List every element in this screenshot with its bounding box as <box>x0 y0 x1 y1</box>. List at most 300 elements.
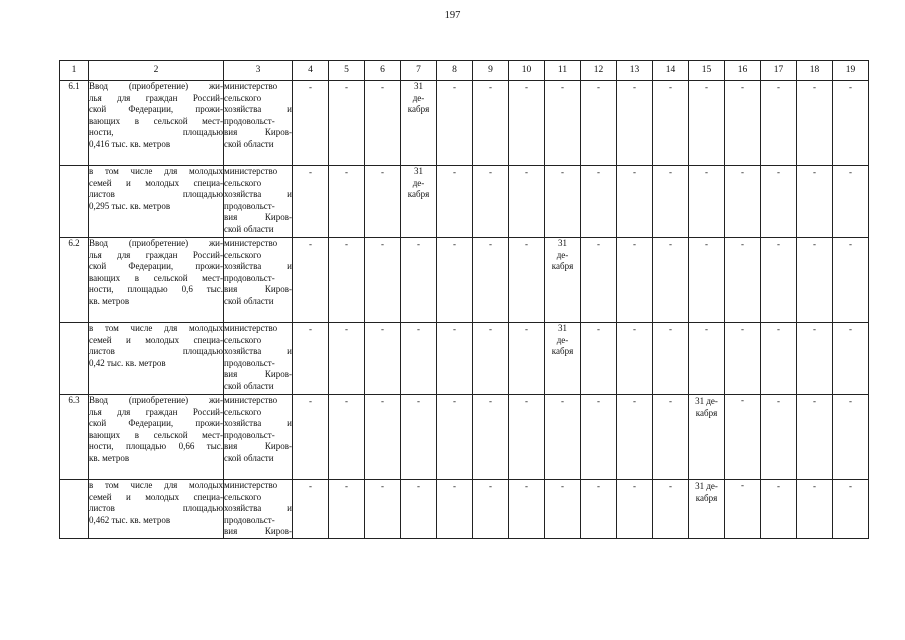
description-line: в том числе для молодых <box>89 166 223 176</box>
responsible-line: сельского <box>224 334 262 345</box>
dash-value: - <box>525 82 528 92</box>
dash-value: - <box>453 239 456 249</box>
empty-value-cell <box>437 166 473 238</box>
description-line: кв. метров <box>89 452 130 463</box>
dash-value: - <box>813 239 816 249</box>
responsible-line: ской области <box>224 138 274 149</box>
empty-value-cell <box>617 395 653 480</box>
dash-value: - <box>777 324 780 334</box>
dash-value: - <box>633 239 636 249</box>
dash-value: - <box>381 167 384 177</box>
dash-value: - <box>669 167 672 177</box>
dash-value: - <box>345 167 348 177</box>
dash-value: - <box>633 324 636 334</box>
empty-value-cell <box>689 166 725 238</box>
dash-value: - <box>309 167 312 177</box>
row-number <box>60 166 89 238</box>
row-number: 6.3 <box>60 395 89 480</box>
dash-value: - <box>417 324 420 334</box>
empty-value-cell <box>689 323 725 395</box>
dash-value: - <box>633 167 636 177</box>
dash-value: - <box>453 324 456 334</box>
responsible-line: вия Киров- <box>224 441 292 452</box>
dash-value: - <box>525 396 528 406</box>
empty-value-cell <box>509 323 545 395</box>
dash-value: - <box>597 481 600 491</box>
header-cell: 1 <box>60 61 89 81</box>
dash-value: 31 де- кабря <box>695 481 718 503</box>
empty-value-cell <box>617 166 653 238</box>
description-line: в том числе для молодых <box>89 323 223 333</box>
header-cell: 17 <box>761 61 797 81</box>
description-line: лья для граждан Россий- <box>89 406 223 417</box>
dash-value: - <box>813 324 816 334</box>
dash-value: - <box>525 167 528 177</box>
empty-value-cell <box>617 81 653 166</box>
empty-value-cell <box>401 395 437 480</box>
description-line: Ввод (приобретение) жи- <box>89 238 223 248</box>
table-row <box>60 166 869 238</box>
header-cell: 5 <box>329 61 365 81</box>
empty-value-cell <box>329 81 365 166</box>
dash-value: - <box>669 239 672 249</box>
dash-value: - <box>813 481 816 491</box>
empty-value-cell <box>293 480 329 539</box>
empty-value-cell <box>833 81 869 166</box>
empty-value-cell <box>401 238 437 323</box>
deadline-date: 31 де- кабря <box>551 238 574 271</box>
empty-value-cell <box>365 166 401 238</box>
dash-value: - <box>381 396 384 406</box>
responsible-line: ской области <box>224 452 274 463</box>
description-line: лья для граждан Россий- <box>89 92 223 103</box>
empty-value-cell <box>545 166 581 238</box>
responsible-line: хозяйства и <box>224 189 292 200</box>
empty-value-cell <box>833 238 869 323</box>
empty-value-cell <box>689 395 725 480</box>
responsible-line: хозяйства и <box>224 261 292 272</box>
description-line: семей и молодых специа- <box>89 491 223 502</box>
dash-value: - <box>381 481 384 491</box>
description-line: Ввод (приобретение) жи- <box>89 81 223 91</box>
empty-value-cell <box>797 323 833 395</box>
description-line: 0,416 тыс. кв. метров <box>89 138 171 149</box>
empty-value-cell <box>545 480 581 539</box>
deadline-date: 31 де- кабря <box>407 166 430 199</box>
dash-value: - <box>417 396 420 406</box>
responsible-line: вия Киров- <box>224 127 292 138</box>
header-cell: 7 <box>401 61 437 81</box>
empty-value-cell <box>833 395 869 480</box>
dash-value: - <box>453 82 456 92</box>
deadline-cell <box>725 480 761 539</box>
responsible-line: сельского <box>224 177 262 188</box>
description-line: листов площадью <box>89 346 223 357</box>
row-number: 6.2 <box>60 238 89 323</box>
responsible-line: вия Киров- <box>224 284 292 295</box>
description-line: ности, площадью 0,6 тыс. <box>89 284 223 295</box>
empty-value-cell <box>509 238 545 323</box>
description-line: листов площадью <box>89 189 223 200</box>
empty-value-cell <box>473 480 509 539</box>
empty-value-cell <box>437 395 473 480</box>
header-cell: 8 <box>437 61 473 81</box>
empty-value-cell <box>581 81 617 166</box>
description-line: семей и молодых специа- <box>89 334 223 345</box>
dash-value: - <box>705 239 708 249</box>
dash-value: - <box>489 481 492 491</box>
dash-value: - <box>417 481 420 491</box>
dash-value: - <box>813 82 816 92</box>
responsible-line: хозяйства и <box>224 104 292 115</box>
responsible-line: продовольст- <box>224 429 275 440</box>
empty-value-cell <box>509 166 545 238</box>
empty-value-cell <box>581 166 617 238</box>
empty-value-cell <box>401 323 437 395</box>
responsible-line: хозяйства и <box>224 503 292 514</box>
empty-value-cell <box>761 323 797 395</box>
description-line: в том числе для молодых <box>89 480 223 490</box>
dash-value: - <box>741 167 744 177</box>
empty-value-cell <box>437 238 473 323</box>
header-cell: 18 <box>797 61 833 81</box>
deadline-date: 31 де- кабря <box>551 323 574 356</box>
responsible-line: министерство <box>224 323 278 333</box>
empty-value-cell <box>365 480 401 539</box>
empty-value-cell <box>365 238 401 323</box>
responsible-line: вия Киров- <box>224 212 292 223</box>
dash-value: - <box>489 396 492 406</box>
deadline-cell <box>401 166 437 238</box>
empty-value-cell <box>581 395 617 480</box>
responsible-executor <box>224 480 293 539</box>
empty-value-cell <box>365 395 401 480</box>
dash-value: 31 де- кабря <box>695 396 718 418</box>
empty-value-cell <box>797 81 833 166</box>
dash-value: - <box>417 239 420 249</box>
dash-value: - <box>741 239 744 249</box>
dash-value: - <box>849 396 852 406</box>
header-cell: 16 <box>725 61 761 81</box>
activity-description <box>89 238 224 323</box>
deadline-date: - <box>741 395 744 405</box>
deadline-cell <box>545 323 581 395</box>
empty-value-cell <box>797 395 833 480</box>
empty-value-cell <box>725 238 761 323</box>
header-cell: 11 <box>545 61 581 81</box>
dash-value: - <box>813 396 816 406</box>
empty-value-cell <box>725 323 761 395</box>
description-line: ности, площадью 0,66 тыс. <box>89 441 223 452</box>
description-line: вающих в сельской мест- <box>89 272 223 283</box>
empty-value-cell <box>293 323 329 395</box>
empty-value-cell <box>329 238 365 323</box>
header-cell: 2 <box>89 61 224 81</box>
empty-value-cell <box>833 166 869 238</box>
responsible-line: хозяйства и <box>224 418 292 429</box>
empty-value-cell <box>761 166 797 238</box>
dash-value: - <box>777 481 780 491</box>
row-number <box>60 323 89 395</box>
description-line: Ввод (приобретение) жи- <box>89 395 223 405</box>
dash-value: - <box>345 82 348 92</box>
dash-value: - <box>489 167 492 177</box>
responsible-line: министерство <box>224 81 278 91</box>
empty-value-cell <box>437 81 473 166</box>
description-line: ской Федерации, прожи- <box>89 261 223 272</box>
header-cell: 13 <box>617 61 653 81</box>
responsible-line: министерство <box>224 395 278 405</box>
empty-value-cell <box>833 480 869 539</box>
empty-value-cell <box>761 238 797 323</box>
empty-value-cell <box>581 480 617 539</box>
dash-value: - <box>309 481 312 491</box>
header-cell: 14 <box>653 61 689 81</box>
dash-value: - <box>489 239 492 249</box>
empty-value-cell <box>293 166 329 238</box>
deadline-cell <box>401 81 437 166</box>
deadline-cell <box>545 238 581 323</box>
description-line: ской Федерации, прожи- <box>89 418 223 429</box>
empty-value-cell <box>473 81 509 166</box>
dash-value: - <box>561 396 564 406</box>
responsible-executor <box>224 238 293 323</box>
empty-value-cell <box>761 395 797 480</box>
deadline-cell <box>725 395 761 480</box>
table-row <box>60 81 869 166</box>
empty-value-cell <box>725 81 761 166</box>
table-row <box>60 238 869 323</box>
dash-value: - <box>669 324 672 334</box>
empty-value-cell <box>797 166 833 238</box>
empty-value-cell <box>797 238 833 323</box>
header-cell: 15 <box>689 61 725 81</box>
dash-value: - <box>705 167 708 177</box>
dash-value: - <box>309 82 312 92</box>
row-number <box>60 480 89 539</box>
empty-value-cell <box>329 323 365 395</box>
empty-value-cell <box>509 81 545 166</box>
dash-value: - <box>453 481 456 491</box>
activity-description <box>89 81 224 166</box>
responsible-line: сельского <box>224 92 262 103</box>
dash-value: - <box>561 167 564 177</box>
dash-value: - <box>597 239 600 249</box>
empty-value-cell <box>437 323 473 395</box>
description-line: вающих в сельской мест- <box>89 429 223 440</box>
empty-value-cell <box>689 238 725 323</box>
responsible-line: ской области <box>224 223 274 234</box>
description-line: ности, площадью <box>89 127 223 138</box>
dash-value: - <box>777 82 780 92</box>
dash-value: - <box>345 481 348 491</box>
description-line: ской Федерации, прожи- <box>89 104 223 115</box>
dash-value: - <box>525 239 528 249</box>
dash-value: - <box>597 167 600 177</box>
dash-value: - <box>849 82 852 92</box>
empty-value-cell <box>653 395 689 480</box>
empty-value-cell <box>689 480 725 539</box>
responsible-executor <box>224 166 293 238</box>
responsible-line: ской области <box>224 380 274 391</box>
dash-value: - <box>777 396 780 406</box>
responsible-line: сельского <box>224 406 262 417</box>
dash-value: - <box>597 324 600 334</box>
empty-value-cell <box>329 166 365 238</box>
responsible-line: министерство <box>224 166 278 176</box>
deadline-date: 31 де- кабря <box>407 81 430 114</box>
empty-value-cell <box>293 81 329 166</box>
activity-description <box>89 166 224 238</box>
empty-value-cell <box>365 323 401 395</box>
responsible-executor <box>224 323 293 395</box>
dash-value: - <box>345 239 348 249</box>
description-line: 0,42 тыс. кв. метров <box>89 357 166 368</box>
empty-value-cell <box>797 480 833 539</box>
responsible-executor <box>224 81 293 166</box>
responsible-line: продовольст- <box>224 357 275 368</box>
dash-value: - <box>525 324 528 334</box>
description-line: кв. метров <box>89 295 130 306</box>
header-cell: 3 <box>224 61 293 81</box>
empty-value-cell <box>653 480 689 539</box>
dash-value: - <box>345 324 348 334</box>
dash-value: - <box>597 82 600 92</box>
header-cell: 10 <box>509 61 545 81</box>
dash-value: - <box>741 324 744 334</box>
responsible-executor <box>224 395 293 480</box>
responsible-line: хозяйства и <box>224 346 292 357</box>
dash-value: - <box>309 324 312 334</box>
dash-value: - <box>741 82 744 92</box>
dash-value: - <box>813 167 816 177</box>
dash-value: - <box>777 167 780 177</box>
empty-value-cell <box>617 480 653 539</box>
header-cell: 9 <box>473 61 509 81</box>
empty-value-cell <box>473 395 509 480</box>
empty-value-cell <box>725 166 761 238</box>
activity-description <box>89 323 224 395</box>
description-line: 0,295 тыс. кв. метров <box>89 200 171 211</box>
responsible-line: министерство <box>224 480 278 490</box>
empty-value-cell <box>509 480 545 539</box>
empty-value-cell <box>617 323 653 395</box>
empty-value-cell <box>581 238 617 323</box>
plan-table <box>59 60 869 539</box>
header-cell: 4 <box>293 61 329 81</box>
dash-value: - <box>669 82 672 92</box>
dash-value: - <box>381 239 384 249</box>
dash-value: - <box>705 82 708 92</box>
responsible-line: продовольст- <box>224 200 275 211</box>
dash-value: - <box>777 239 780 249</box>
empty-value-cell <box>581 323 617 395</box>
dash-value: - <box>669 396 672 406</box>
empty-value-cell <box>473 166 509 238</box>
dash-value: - <box>849 167 852 177</box>
responsible-line: вия Киров- <box>224 369 292 380</box>
dash-value: - <box>633 481 636 491</box>
deadline-date: - <box>741 480 744 490</box>
row-number: 6.1 <box>60 81 89 166</box>
empty-value-cell <box>653 81 689 166</box>
dash-value: - <box>453 167 456 177</box>
empty-value-cell <box>329 480 365 539</box>
dash-value: - <box>309 239 312 249</box>
dash-value: - <box>345 396 348 406</box>
empty-value-cell <box>833 323 869 395</box>
dash-value: - <box>561 82 564 92</box>
empty-value-cell <box>545 395 581 480</box>
header-row <box>60 61 869 81</box>
activity-description <box>89 480 224 539</box>
dash-value: - <box>489 82 492 92</box>
dash-value: - <box>561 481 564 491</box>
empty-value-cell <box>545 81 581 166</box>
description-line: листов площадью <box>89 503 223 514</box>
table-row <box>60 395 869 480</box>
description-line: семей и молодых специа- <box>89 177 223 188</box>
dash-value: - <box>381 324 384 334</box>
responsible-line: сельского <box>224 491 262 502</box>
header-cell: 19 <box>833 61 869 81</box>
empty-value-cell <box>761 480 797 539</box>
empty-value-cell <box>653 323 689 395</box>
empty-value-cell <box>437 480 473 539</box>
empty-value-cell <box>329 395 365 480</box>
responsible-line: вия Киров- <box>224 526 292 537</box>
empty-value-cell <box>761 81 797 166</box>
header-cell: 6 <box>365 61 401 81</box>
description-line: 0,462 тыс. кв. метров <box>89 514 171 525</box>
empty-value-cell <box>473 238 509 323</box>
header-cell: 12 <box>581 61 617 81</box>
activity-description <box>89 395 224 480</box>
empty-value-cell <box>617 238 653 323</box>
dash-value: - <box>849 481 852 491</box>
description-line: вающих в сельской мест- <box>89 115 223 126</box>
empty-value-cell <box>653 238 689 323</box>
dash-value: - <box>669 481 672 491</box>
dash-value: - <box>849 324 852 334</box>
empty-value-cell <box>365 81 401 166</box>
dash-value: - <box>597 396 600 406</box>
dash-value: - <box>381 82 384 92</box>
empty-value-cell <box>653 166 689 238</box>
page-number: 197 <box>444 10 461 21</box>
dash-value: - <box>453 396 456 406</box>
table-row <box>60 323 869 395</box>
empty-value-cell <box>293 238 329 323</box>
dash-value: - <box>525 481 528 491</box>
dash-value: - <box>633 396 636 406</box>
responsible-line: ской области <box>224 295 274 306</box>
table-row <box>60 480 869 539</box>
description-line: лья для граждан Россий- <box>89 249 223 260</box>
empty-value-cell <box>401 480 437 539</box>
responsible-line: министерство <box>224 238 278 248</box>
responsible-line: продовольст- <box>224 272 275 283</box>
empty-value-cell <box>689 81 725 166</box>
empty-value-cell <box>509 395 545 480</box>
dash-value: - <box>489 324 492 334</box>
responsible-line: продовольст- <box>224 514 275 525</box>
dash-value: - <box>633 82 636 92</box>
dash-value: - <box>849 239 852 249</box>
responsible-line: продовольст- <box>224 115 275 126</box>
dash-value: - <box>705 324 708 334</box>
dash-value: - <box>309 396 312 406</box>
